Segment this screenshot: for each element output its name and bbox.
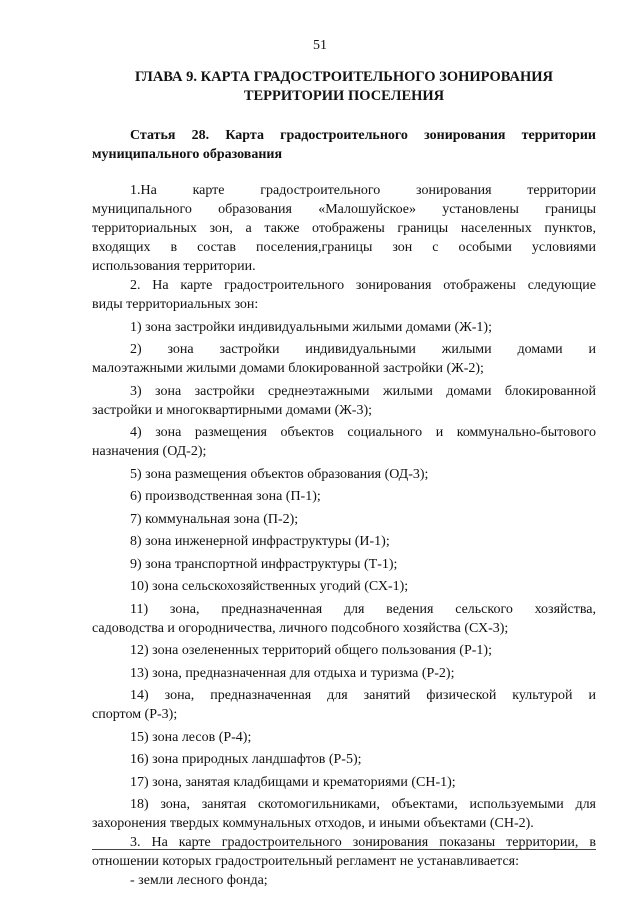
article-title-line: муниципального образования (92, 147, 283, 162)
body-line: назначения (ОД-2); (92, 444, 207, 459)
body-line: 16) зона природных ландшафтов (Р-5); (130, 752, 362, 767)
body-line: 6) производственная зона (П-1); (130, 489, 321, 504)
body-line: 17) зона, занятая кладбищами и крематориями (СН-1); (130, 774, 456, 790)
body-line: 1) зона застройки индивидуальными жилыми домами (Ж-1); (130, 319, 492, 335)
page-number: 51 (313, 38, 327, 53)
body-line: 13) зона, предназначенная для отдыха и туризма (Р-2); (130, 665, 455, 681)
body-line: - земли лесного фонда; (130, 873, 268, 888)
body-line: 3) зона застройки среднеэтажными жилыми домами блокированной (130, 383, 596, 399)
body-line: 15) зона лесов (Р-4); (130, 729, 252, 745)
body-line: 3. На карте градостроительного зонирования показаны территории, в (130, 835, 596, 850)
body-line: муниципального образования «Малошуйское» установлены границы (92, 202, 596, 217)
body-line: 11) зона, предназначенная для ведения сельского хозяйства, (130, 601, 596, 617)
body-line: 12) зона озелененных территорий общего пользования (Р-1); (130, 643, 492, 658)
article-title-line: Статья 28. Карта градостроительного зонирования территории (130, 128, 596, 143)
body-line: 9) зона транспортной инфраструктуры (Т-1); (130, 556, 398, 572)
body-line: 10) зона сельскохозяйственных угодий (СХ-1); (130, 579, 409, 594)
body-line: 14) зона, предназначенная для занятий физической культурой и (130, 688, 596, 703)
body-line: территориальных зон, а также отображены границы населенных пунктов, (92, 221, 596, 236)
body-line: виды территориальных зон: (92, 297, 259, 312)
body-line: застройки и многоквартирными домами (Ж-3); (92, 402, 372, 418)
body-line: отношении которых градостроительный регламент не устанавливается: (92, 854, 520, 869)
body-line: 2) зона застройки индивидуальными жилыми домами и (130, 342, 596, 357)
body-line: 8) зона инженерной инфраструктуры (И-1); (130, 534, 390, 549)
body-line: садоводства и огородничества, личного подсобного хозяйства (СХ-3); (92, 620, 509, 636)
body-line: захоронения твердых коммунальных отходов, и иными объектами (СН-2). (92, 816, 534, 831)
chapter-title-line: ГЛАВА 9. КАРТА ГРАДОСТРОИТЕЛЬНОГО ЗОНИРОВАНИЯ (134, 69, 553, 85)
body-line: 4) зона размещения объектов социального и коммунально-бытового (130, 425, 596, 440)
article-title (92, 126, 596, 164)
body-line: 5) зона размещения объектов образования (ОД-3); (130, 466, 429, 482)
body-line: 1.На карте градостроительного зонирования территории (130, 183, 596, 198)
body-line: входящих в состав поселения,границы зон с особыми условиями (92, 240, 596, 255)
body-line: 2. На карте градостроительного зонирования отображены следующие (130, 278, 596, 293)
body-line: спортом (Р-3); (92, 707, 178, 722)
body-line: 18) зона, занятая скотомогильниками, объектами, используемыми для (130, 797, 596, 812)
body-line: использования территории. (92, 259, 256, 274)
footer-divider (92, 849, 596, 850)
chapter-title-line: ТЕРРИТОРИИ ПОСЕЛЕНИЯ (243, 88, 445, 104)
chapter-title (110, 68, 578, 106)
body-line: малоэтажными жилыми домами блокированной застройки (Ж-2); (92, 361, 484, 376)
document-body (92, 181, 596, 890)
body-line: 7) коммунальная зона (П-2); (130, 511, 299, 527)
